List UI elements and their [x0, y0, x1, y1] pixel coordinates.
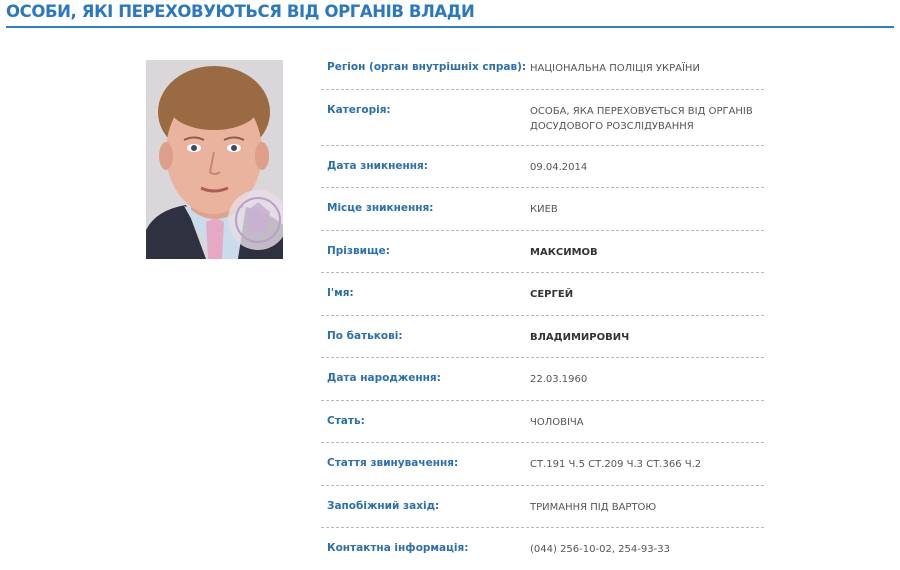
surname-value: МАКСИМОВ: [530, 246, 598, 258]
region-value: НАЦІОНАЛЬНА ПОЛІЦІЯ УКРАЇНИ: [530, 63, 700, 74]
detail-row-contact-info: [321, 528, 764, 570]
charge-article-label: Стаття звинувачення:: [327, 457, 459, 469]
charge-article-value: СТ.191 Ч.5 СТ.209 Ч.3 СТ.366 Ч.2: [530, 459, 702, 470]
detail-row-category: [321, 90, 764, 146]
detail-row-patronymic: [321, 316, 764, 359]
category-value-line-2: ДОСУДОВОГО РОЗСЛІДУВАННЯ: [530, 120, 694, 132]
category-value-line-1: ОСОБА, ЯКА ПЕРЕХОВУЄТЬСЯ ВІД ОРГАНІВ: [530, 105, 753, 117]
page-title: ОСОБИ, ЯКІ ПЕРЕХОВУЮТЬСЯ ВІД ОРГАНІВ ВЛАДИ: [6, 2, 475, 21]
patronymic-value: ВЛАДИМИРОВИЧ: [530, 331, 630, 343]
category-label: Категорія:: [327, 103, 391, 116]
sex-label: Стать:: [327, 414, 365, 427]
birth-date-label: Дата народження:: [327, 372, 441, 384]
first-name-value: СЕРГЕЙ: [530, 289, 574, 300]
detail-row-preventive-measure: [321, 486, 764, 529]
contact-info-value: (044) 256-10-02, 254-93-33: [530, 544, 670, 555]
disappearance-date-value: 09.04.2014: [530, 161, 588, 173]
disappearance-place-label: Місце зникнення:: [327, 202, 434, 214]
sex-value: ЧОЛОВІЧА: [530, 416, 584, 428]
region-label: Регіон (орган внутрішніх справ):: [327, 61, 527, 73]
disappearance-place-value: КИЕВ: [530, 204, 558, 215]
patronymic-label: По батькові:: [327, 329, 403, 342]
first-name-label: І'мя:: [327, 287, 354, 299]
detail-row-disappearance-date: [321, 146, 764, 189]
category-value: [530, 104, 760, 134]
detail-row-charge-article: [321, 443, 764, 486]
detail-row-region: [321, 47, 764, 90]
person-photo: [146, 60, 283, 259]
detail-row-surname: [321, 231, 764, 274]
detail-row-first-name: [321, 273, 764, 316]
preventive-measure-value: ТРИМАННЯ ПІД ВАРТОЮ: [530, 501, 657, 513]
detail-row-birth-date: [321, 358, 764, 401]
page-header: [6, 0, 894, 28]
contact-info-label: Контактна інформація:: [327, 542, 469, 554]
disappearance-date-label: Дата зникнення:: [327, 159, 428, 172]
detail-row-sex: [321, 401, 764, 444]
detail-row-disappearance-place: [321, 188, 764, 231]
preventive-measure-label: Запобіжний захід:: [327, 499, 440, 512]
person-details: [321, 47, 764, 570]
surname-label: Прізвище:: [327, 244, 390, 257]
birth-date-value: 22.03.1960: [530, 374, 588, 385]
